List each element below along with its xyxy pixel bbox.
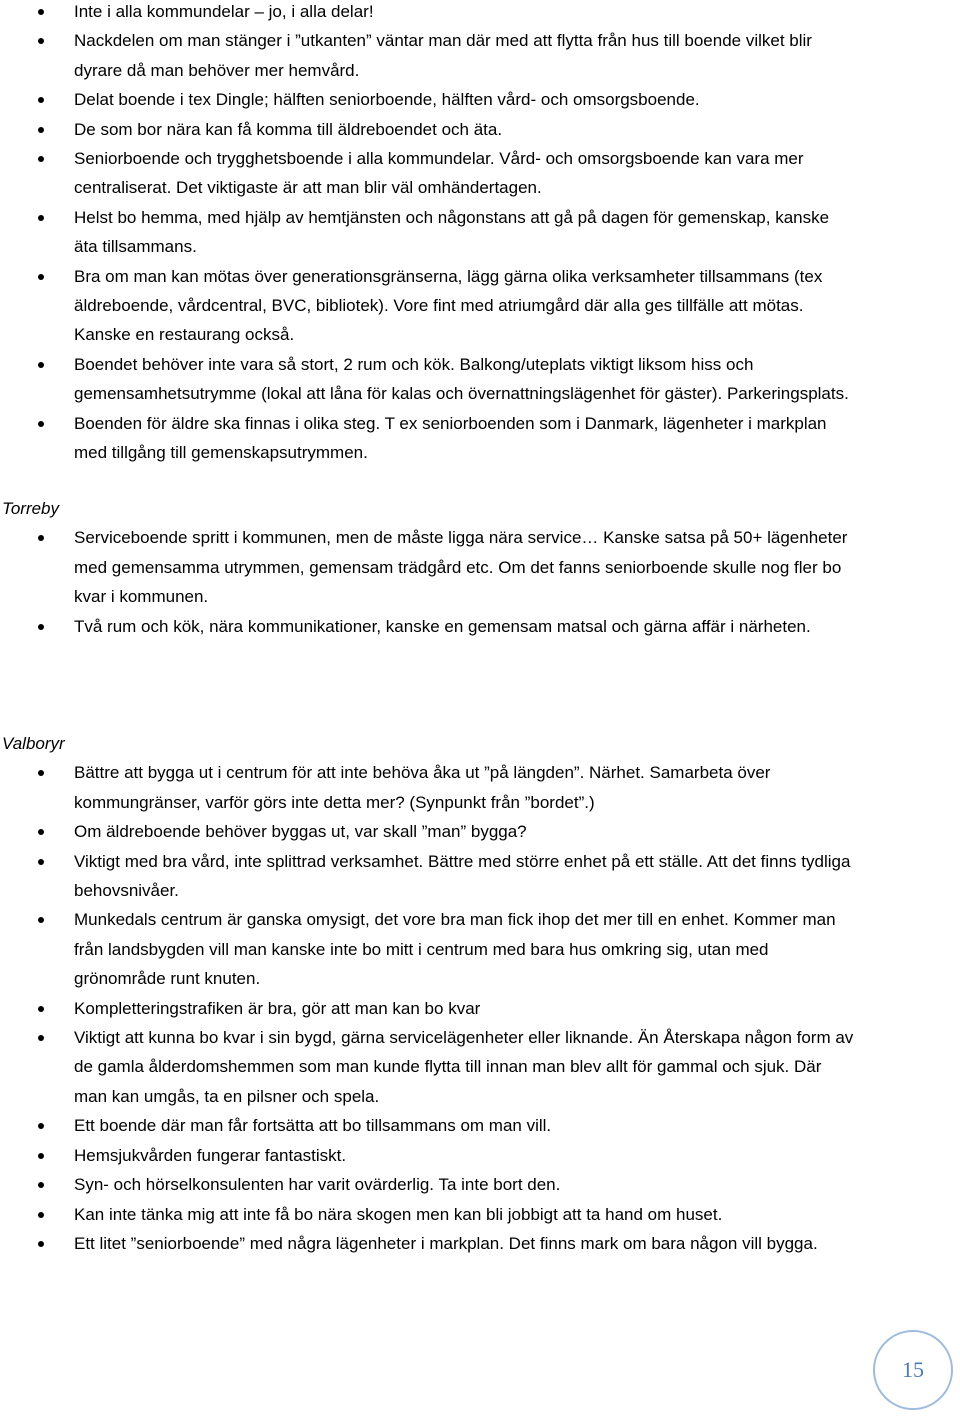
list-item: Serviceboende spritt i kommunen, men de måste ligga nära service… Kanske satsa på 50+ lägenheter med gemensamma utrymmen, gemensam trädgård etc. Om det fanns seniorboende skulle nog fler bo kvar i kommunen. <box>0 523 960 611</box>
list-item: Kompletteringstrafiken är bra, gör att man kan bo kvar <box>0 994 960 1023</box>
list-item: Boendet behöver inte vara så stort, 2 rum och kök. Balkong/uteplats viktigt liksom hiss och gemensamhetsutrymme (lokal att låna för kalas och övernattningslägenhet för gäster). Parkeringsplats. <box>0 350 960 409</box>
list-item: Syn- och hörselkonsulenten har varit ovärderlig. Ta inte bort den. <box>0 1170 960 1199</box>
section-torreby <box>0 494 960 641</box>
list-item: Boenden för äldre ska finnas i olika steg. T ex seniorboenden som i Danmark, lägenheter i markplan med tillgång till gemenskapsutrymmen. <box>0 409 960 468</box>
list-item: Kan inte tänka mig att inte få bo nära skogen men kan bli jobbigt att ta hand om huset. <box>0 1200 960 1229</box>
bullet-list-intro <box>0 0 960 468</box>
bullet-list-valboryr <box>0 758 960 1258</box>
list-item: Inte i alla kommundelar – jo, i alla delar! <box>0 0 960 26</box>
page-number-badge <box>873 1330 953 1410</box>
list-item: Ett boende där man får fortsätta att bo tillsammans om man vill. <box>0 1111 960 1140</box>
list-item: Bättre att bygga ut i centrum för att inte behöva åka ut ”på längden”. Närhet. Samarbeta över kommungränser, varför görs inte detta mer? (Synpunkt från ”bordet”.) <box>0 758 960 817</box>
list-item: Om äldreboende behöver byggas ut, var skall ”man” bygga? <box>0 817 960 846</box>
list-item: Helst bo hemma, med hjälp av hemtjänsten och någonstans att gå på dagen för gemenskap, kanske äta tillsammans. <box>0 203 960 262</box>
section-valboryr <box>0 729 960 1258</box>
list-item: Delat boende i tex Dingle; hälften seniorboende, hälften vård- och omsorgsboende. <box>0 85 960 114</box>
list-item: Bra om man kan mötas över generationsgränserna, lägg gärna olika verksamheter tillsammans (tex äldreboende, vårdcentral, BVC, bibliotek). Vore fint med atriumgård där alla ges tillfälle att mötas. Kanske en restaurang också. <box>0 262 960 350</box>
section-intro <box>0 0 960 468</box>
page-number: 15 <box>902 1357 924 1382</box>
section-heading-torreby: Torreby <box>2 499 60 518</box>
section-heading-valboryr: Valboryr <box>2 734 65 753</box>
list-item: Ett litet ”seniorboende” med några lägenheter i markplan. Det finns mark om bara någon vill bygga. <box>0 1229 960 1258</box>
list-item: Viktigt med bra vård, inte splittrad verksamhet. Bättre med större enhet på ett ställe. Att det finns tydliga behovsnivåer. <box>0 847 960 906</box>
list-item: Hemsjukvården fungerar fantastiskt. <box>0 1141 960 1170</box>
list-item: Två rum och kök, nära kommunikationer, kanske en gemensam matsal och gärna affär i närheten. <box>0 612 960 641</box>
list-item: De som bor nära kan få komma till äldreboendet och äta. <box>0 115 960 144</box>
list-item: Viktigt att kunna bo kvar i sin bygd, gärna servicelägenheter eller liknande. Än Återskapa någon form av de gamla ålderdomshemmen som man kunde flytta till innan man blev allt för gammal och sjuk. Där man kan umgås, ta en pilsner och spela. <box>0 1023 960 1111</box>
list-item: Nackdelen om man stänger i ”utkanten” väntar man där med att flytta från hus till boende vilket blir dyrare då man behöver mer hemvård. <box>0 26 960 85</box>
bullet-list-torreby <box>0 523 960 641</box>
list-item: Munkedals centrum är ganska omysigt, det vore bra man fick ihop det mer till en enhet. Kommer man från landsbygden vill man kanske inte bo mitt i centrum med bara hus omkring sig, utan med grönområde runt knuten. <box>0 905 960 993</box>
list-item: Seniorboende och trygghetsboende i alla kommundelar. Vård- och omsorgsboende kan vara mer centraliserat. Det viktigaste är att man blir väl omhändertagen. <box>0 144 960 203</box>
